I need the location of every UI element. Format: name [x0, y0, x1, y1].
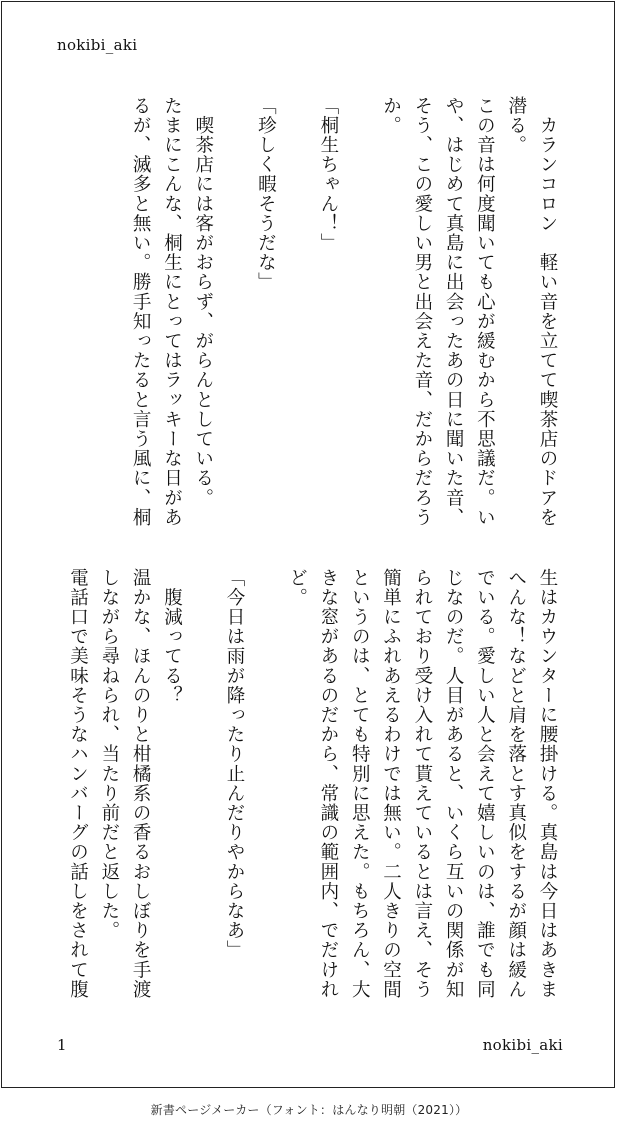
text-line: 生はカウンターに腰掛ける。真島は今日はあきま: [537, 568, 558, 1000]
text-line: 腹減ってる？: [161, 568, 183, 706]
text-line: [219, 96, 250, 536]
text-line: 電話口で美味そうなハンバーグの話しをされて腹: [67, 568, 89, 1000]
text-line: じなのだ。人目があると、いくら互いの関係が知: [443, 568, 465, 1000]
generator-caption: 新書ページメーカー（フォント：はんなり明朝（2021））: [150, 1103, 468, 1117]
text-line: しながら尋ねられ、当たり前だと返した。: [98, 568, 120, 941]
text-line: [187, 568, 218, 1008]
text-line: 「桐生ちゃん！」: [317, 96, 339, 253]
text-line: られており受け入れて貰えているとは言え、そう: [411, 568, 433, 1000]
text-line: というのは、とても特別に思えた。もちろん、大: [349, 568, 371, 1000]
text-line: るが、滅多と無い。勝手知ったると言う風に、桐: [130, 96, 152, 528]
text-line: へんな！などと肩を落とす真似をするが顔は緩ん: [505, 568, 527, 1000]
text-line: 潜る。: [505, 96, 527, 155]
text-line: [344, 96, 375, 536]
footer-author: nokibi_aki: [482, 1036, 563, 1054]
text-line: そう、この愛しい男と出会えた音、だからだろう: [411, 96, 433, 528]
text-line: ど。: [286, 568, 308, 608]
text-line: 温かな、ほんのりと柑橘系の香るおしぼりを手渡: [130, 568, 152, 1000]
page-number: 1: [57, 1036, 67, 1054]
text-line: か。: [380, 96, 402, 136]
text-line: 「珍しく暇そうだな」: [255, 96, 277, 292]
header-author: nokibi_aki: [57, 36, 138, 54]
upper-text-block: [125, 96, 563, 536]
text-line: や、はじめて真島に出会ったあの日に聞いた音、: [443, 96, 465, 528]
text-line: きな窓があるのだから、常識の範囲内、でだけれ: [317, 568, 339, 1000]
text-line: この音は何度聞いても心が緩むから不思議だ。い: [474, 96, 496, 528]
text-line: カランコロン 軽い音を立てて喫茶店のドアを: [537, 96, 558, 528]
text-line: 喫茶店には客がおらず、がらんとしている。: [192, 96, 214, 508]
text-line: 「今日は雨が降ったり止んだりやからなあ」: [224, 568, 246, 960]
text-line: たまにこんな、桐生にとってはラッキーな日があ: [161, 96, 183, 528]
text-line: でいる。愛しい人と会えて嬉しいのは、誰でも同: [474, 568, 496, 1000]
text-line: 簡単にふれあえるわけでは無い。二人きりの空間: [380, 568, 402, 1000]
text-line: [281, 96, 312, 536]
lower-text-block: [62, 568, 563, 1008]
text-line: [250, 568, 281, 1008]
